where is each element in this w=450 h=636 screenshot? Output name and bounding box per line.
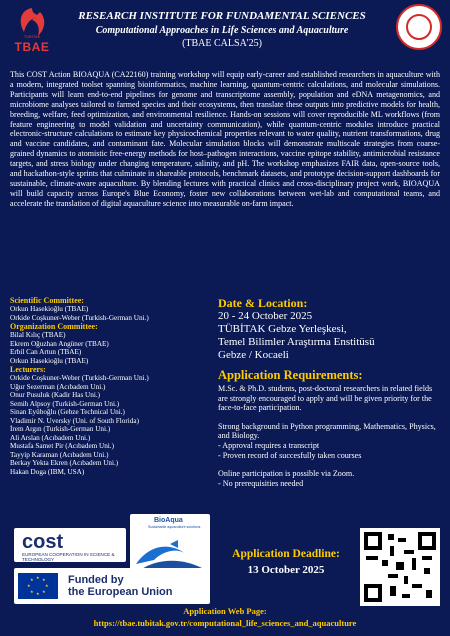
cost-logo bbox=[14, 528, 126, 562]
deadline-date: 13 October 2025 bbox=[247, 564, 325, 576]
bioaqua-logo-word: BioAqua bbox=[154, 517, 183, 524]
requirements-online: Online participation is possible via Zoom. bbox=[218, 469, 355, 479]
lecturer: Hakan Doga (IBM, USA) bbox=[10, 467, 85, 476]
lecturer: Sinan Eyüboğlu (Gebze Technical Uni.) bbox=[10, 408, 125, 416]
deadline-title: Application Deadline: bbox=[232, 548, 340, 560]
cost-logo-subtitle: EUROPEAN COOPERATION IN SCIENCE & TECHNOLOGY bbox=[22, 552, 115, 562]
bioaqua-logo-subtitle: Sustainable aquaculture solutions bbox=[148, 525, 201, 529]
lecturer: Ali Arslan (Acıbadem Uni.) bbox=[10, 433, 91, 442]
lecturer: İrem Argın (Turkish-German Uni.) bbox=[10, 425, 111, 433]
eu-funding-line2: the European Union bbox=[68, 586, 173, 598]
scientific-committee-title: Scientific Committee: bbox=[10, 296, 84, 305]
tubitak-emblem-icon bbox=[10, 4, 54, 40]
requirements-online-note: - No prerequisities needed bbox=[218, 478, 304, 488]
date-location-title: Date & Location: bbox=[218, 296, 308, 310]
lecturers-title: Lecturers: bbox=[10, 365, 46, 374]
wave-fish-icon bbox=[130, 514, 210, 574]
committee-member: Orkide Coşkuner-Weber (Turkish-German Uni.) bbox=[10, 313, 149, 322]
qr-finder-pattern bbox=[364, 584, 382, 602]
requirements-courses: - Proven record of succesfully taken courses bbox=[218, 450, 362, 460]
event-dates: 20 - 24 October 2025 bbox=[218, 310, 313, 322]
requirements-title: Application Requirements: bbox=[218, 368, 363, 382]
eu-funding-line1: Funded by bbox=[68, 574, 124, 586]
cost-logo-word: cost bbox=[22, 531, 64, 553]
committee-member: Orkun Hasekioğlu (TBAE) bbox=[10, 356, 89, 365]
header bbox=[0, 0, 450, 62]
workshop-acronym: (TBAE CALSA'25) bbox=[182, 38, 262, 49]
intro-paragraph: This COST Action BIOAQUA (CA22160) training workshop will equip early-career and established researchers in aquaculture with a modern, integrated toolset spanning bioinformatics, machine learning, quantum-centric calculations, and molecular simulations. Participants will learn end-to-end pipelines for genome and transcriptome assembly, population and eDNA metagenomics, and microbiome analyses tailored to farmed species and their ecosystems, then translate these outputs into predictive models for health, breeding, welfare, feed optimization, and environmental resilience. Hands-on sessions will cover reproducible ML workflows (from feature engineering to model validation and uncertainty communication), while quantum-centric modules introduce practical electronic-structure calculations to estimate key physicochemical properties relevant to water quality, nutrient transformations, drug and vaccine candidates, and contaminant fate. Molecular simulation blocks will demonstrate multiscale strategies from coarse-grained dynamics to atomistic free-energy methods for host–pathogen interactions, vaccine epitope stability, antimicrobial resistance targets, and stress biology under changing temperature, salinity, and pH. The workshop emphasizes FAIR data, open-source tools, and hackathon-style sprints that culminate in shareable protocols, benchmark datasets, and prototype decision-support dashboards for sustainable, climate-aware aquaculture. By blending lectures with practical clinics and cross-disciplinary project work, BIOAQUA will build capacity across Europe's Blue Economy, foster new collaborations between wet-lab and computational teams, and accelerate the translation of digital aquaculture science into measurable on-farm impact. bbox=[10, 70, 440, 208]
requirements-background: Strong background in Python programming, Mathematics, Physics, and Biology. bbox=[218, 421, 436, 441]
committee-member: Orkun Hasekioğlu (TBAE) bbox=[10, 305, 89, 313]
eu-funding-text bbox=[68, 574, 173, 598]
lecturer: Onur Pusuluk (Kadir Has Uni.) bbox=[10, 391, 101, 399]
venue-line: TÜBİTAK Gebze Yerleşkesi, bbox=[218, 323, 347, 335]
venue-line: Temel Bilimler Araştırma Enstitüsü bbox=[218, 336, 375, 348]
lecturer: Orkide Coşkuner-Weber (Turkish-German Uni.) bbox=[10, 374, 149, 382]
details-column bbox=[218, 296, 443, 488]
lecturer: Uğur Sezerman (Acıbadem Uni.) bbox=[10, 382, 106, 391]
venue-city: Gebze / Kocaeli bbox=[218, 349, 289, 361]
lecturer: Berkay Yekta Ekren (Acıbadem Uni.) bbox=[10, 459, 119, 467]
application-url-link[interactable]: https://tbae.tubitak.gov.tr/computational_life_sciences_and_aquaculture bbox=[93, 618, 357, 628]
workshop-title: Computational Approaches in Life Sciences and Aquaculture bbox=[95, 25, 349, 36]
organization-committee-title: Organization Committee: bbox=[10, 322, 98, 331]
eu-flag-icon: ★ ★ ★ ★ ★ ★ ★ ★ bbox=[18, 573, 58, 599]
footer-title: Application Web Page: bbox=[183, 606, 267, 616]
tbae-logo-text: TBAE bbox=[14, 40, 50, 54]
lecturer: Vladimir N. Uversky (Uni. of South Florida) bbox=[10, 416, 139, 425]
lecturer: Tayyip Karaman (Acıbadem Uni.) bbox=[10, 450, 109, 459]
eu-funding-logo bbox=[14, 568, 210, 604]
tubitak-tbae-logo bbox=[10, 4, 54, 58]
bioaqua-logo bbox=[130, 514, 210, 574]
committee-member: Erbil Can Artun (TBAE) bbox=[10, 348, 82, 356]
requirements-eligibility: M.Sc. & Ph.D. students, post-doctoral researchers in related fields are strongly encouraged to apply and will be given priority for the face-to-face participation. bbox=[218, 384, 433, 413]
tubitak-seal-logo bbox=[396, 4, 442, 50]
committee-member: Ekrem Oğuzhan Angüner (TBAE) bbox=[10, 339, 109, 348]
qr-finder-pattern bbox=[364, 532, 382, 550]
lecturer: Semih Alpsoy (Turkish-German Uni.) bbox=[10, 399, 120, 408]
institute-title: RESEARCH INSTITUTE FOR FUNDAMENTAL SCIENCES bbox=[78, 10, 366, 22]
committee-member: Bilal Kılıç (TBAE) bbox=[10, 331, 66, 339]
svg-text:TÜBİTAK: TÜBİTAK bbox=[23, 34, 41, 39]
lecturer: Mustafa Samet Pir (Acıbadem Uni.) bbox=[10, 442, 114, 450]
requirements-transcript: - Approval requires a transcript bbox=[218, 440, 320, 450]
qr-finder-pattern bbox=[418, 532, 436, 550]
qr-code-icon[interactable] bbox=[360, 528, 440, 606]
seal-inner-ring bbox=[406, 14, 432, 40]
committees-column bbox=[10, 296, 215, 476]
